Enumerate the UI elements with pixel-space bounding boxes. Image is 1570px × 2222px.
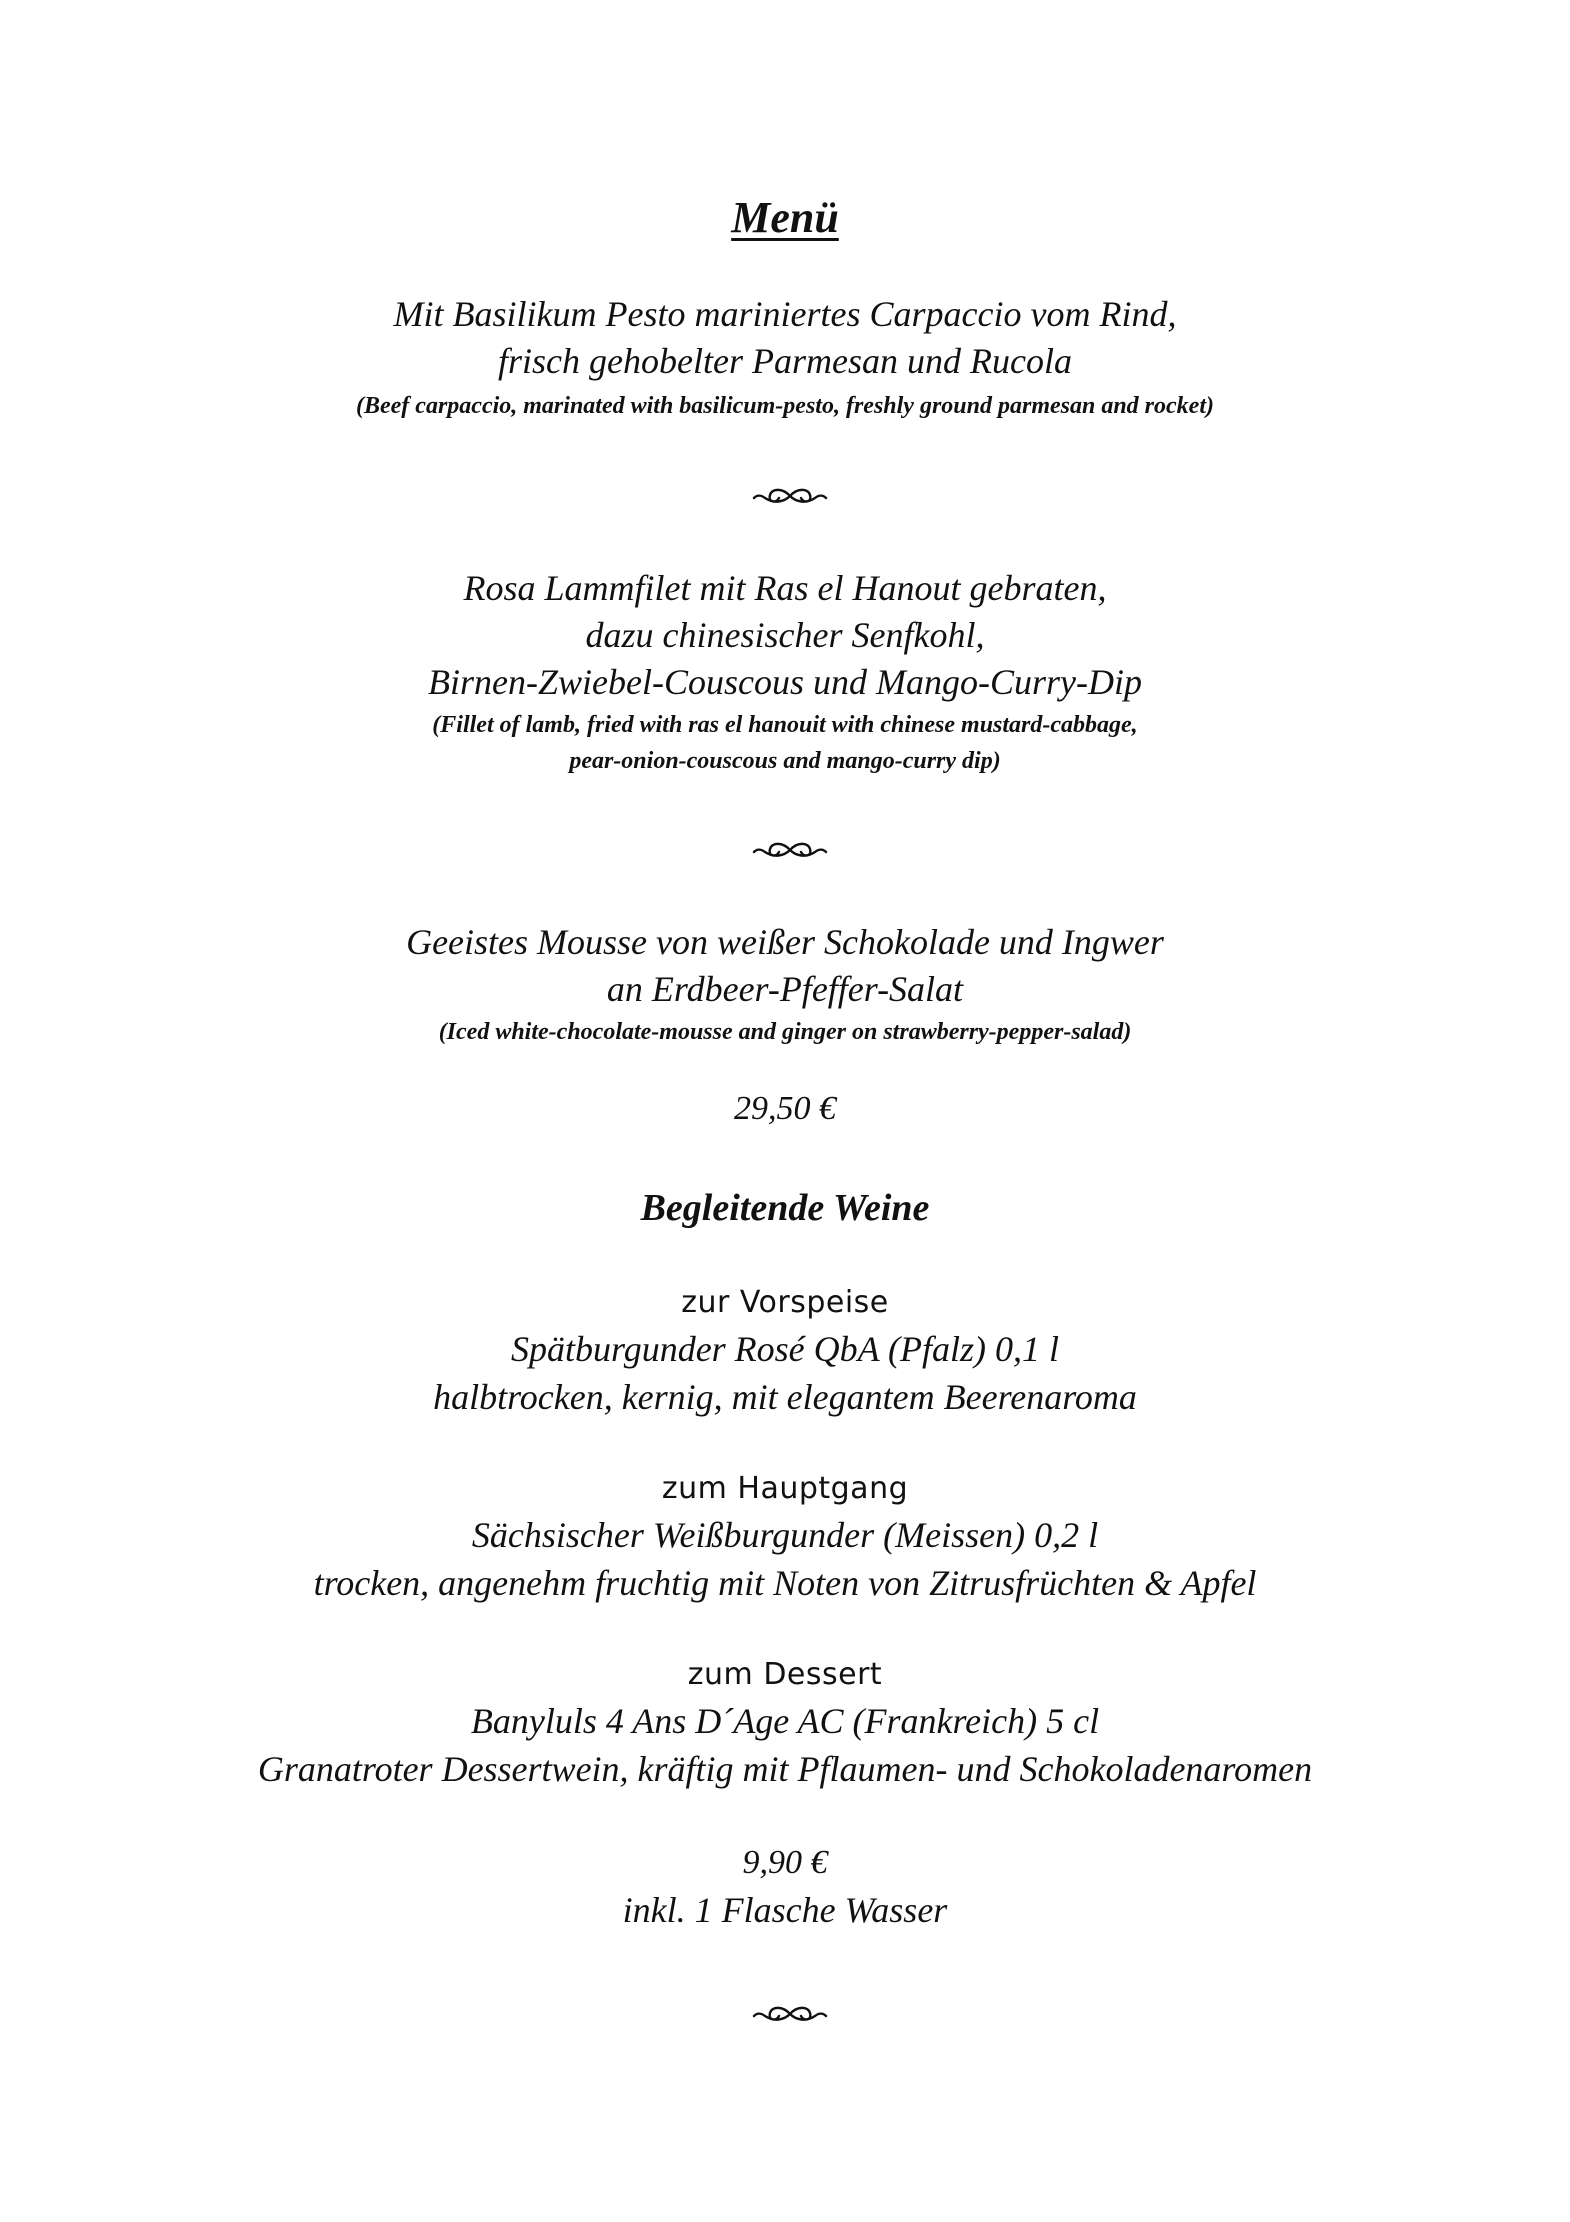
course-3-line-2: an Erdbeer-Pfeffer-Salat [606,969,964,1009]
course-1-line-2: frisch gehobelter Parmesan und Rucola [498,341,1072,381]
wine-2-description: trocken, angenehm fruchtig mit Noten von Zitrusfrüchten & Apfel [313,1563,1257,1603]
wine-2-name: Sächsischer Weißburgunder (Meissen) 0,2 l [471,1515,1099,1555]
course-2-line-3: Birnen-Zwiebel-Couscous und Mango-Curry-Dip [428,662,1142,702]
course-2-line-2: dazu chinesischer Senfkohl, [585,615,985,655]
wines-title: Begleitende Weine [640,1187,930,1229]
course-1-line-1: Mit Basilikum Pesto mariniertes Carpaccio vom Rind, [393,294,1177,334]
wine-3-course: zum Dessert [687,1657,883,1692]
course-3-translation: (Iced white-chocolate-mousse and ginger on strawberry-pepper-salad) [438,1019,1132,1045]
wine-1-name: Spätburgunder Rosé QbA (Pfalz) 0,1 l [511,1329,1059,1369]
course-3-line-1: Geeistes Mousse von weißer Schokolade und Ingwer [406,922,1164,962]
wine-2-course: zum Hauptgang [661,1471,909,1506]
ornament-divider-icon [750,2002,830,2026]
course-1-translation: (Beef carpaccio, marinated with basilicum-pesto, freshly ground parmesan and rocket) [356,393,1214,419]
course-2-line-1: Rosa Lammfilet mit Ras el Hanout gebraten, [463,568,1107,608]
wine-3-name: Banyluls 4 Ans D´Age AC (Frankreich) 5 cl [470,1701,1100,1741]
ornament-divider-icon [750,838,830,862]
wine-note: inkl. 1 Flasche Wasser [622,1890,948,1930]
wine-3-description: Granatroter Dessertwein, kräftig mit Pflaumen- und Schokoladenaromen [257,1749,1313,1789]
wine-1-course: zur Vorspeise [681,1285,889,1320]
menu-price: 29,50 € [734,1090,836,1127]
course-2-translation-1: (Fillet of lamb, fried with ras el hanouit with chinese mustard-cabbage, [432,712,1138,738]
menu-title: Menü [731,193,839,242]
wine-price: 9,90 € [742,1844,828,1881]
wine-1-description: halbtrocken, kernig, mit elegantem Beerenaroma [433,1377,1137,1417]
course-2-translation-2: pear-onion-couscous and mango-curry dip) [569,748,1001,774]
ornament-divider-icon [750,484,830,508]
